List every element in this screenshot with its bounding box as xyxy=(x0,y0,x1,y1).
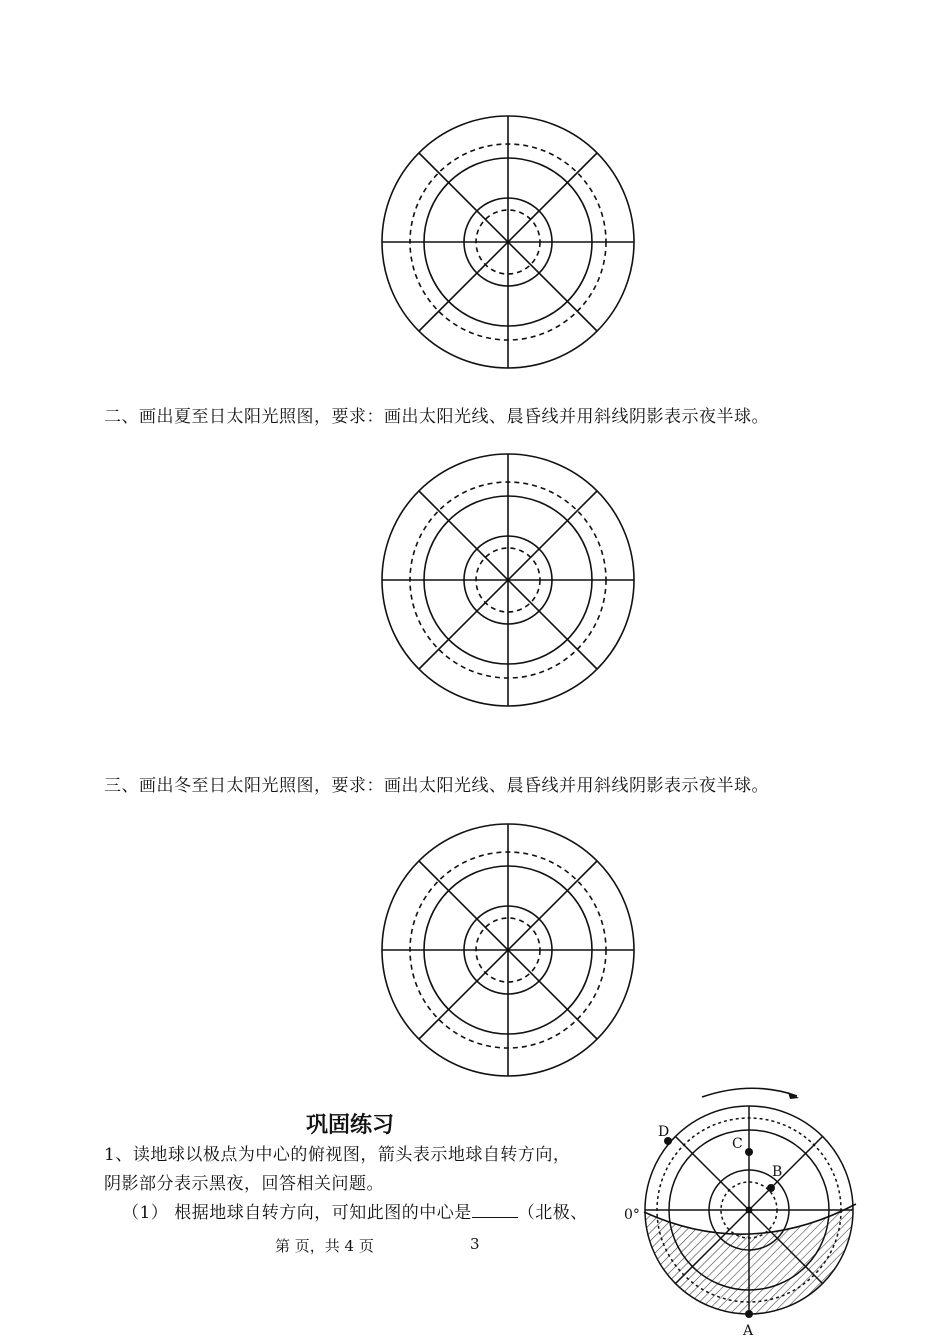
rotation-arrow xyxy=(702,1088,797,1097)
rotation-arrowhead xyxy=(788,1092,799,1099)
point-center xyxy=(746,1207,753,1214)
point-c xyxy=(745,1148,753,1156)
question-1-line-1: 1、读地球以极点为中心的俯视图，箭头表示地球自转方向， xyxy=(104,1145,571,1165)
sub-question-suffix: （北极、 xyxy=(517,1203,588,1223)
practice-title: 巩固练习 xyxy=(306,1113,395,1138)
point-a xyxy=(745,1310,753,1318)
blank-polar-diagram-1 xyxy=(378,114,638,372)
blank-polar-diagram-summer xyxy=(378,452,638,710)
label-zero-degree: 0° xyxy=(624,1207,640,1223)
page-number: 3 xyxy=(470,1235,480,1253)
section-2-instruction: 二、画出夏至日太阳光照图，要求：画出太阳光线、晨昏线并用斜线阴影表示夜半球。 xyxy=(104,407,769,427)
page-indicator: 第 页，共 4 页 xyxy=(275,1237,374,1255)
label-c: C xyxy=(732,1136,743,1152)
label-d: D xyxy=(658,1124,670,1140)
section-3-instruction: 三、画出冬至日太阳光照图，要求：画出太阳光线、晨昏线并用斜线阴影表示夜半球。 xyxy=(104,776,769,796)
polar-night-figure xyxy=(622,1082,867,1340)
answer-blank[interactable] xyxy=(472,1203,518,1218)
blank-polar-diagram-winter xyxy=(378,822,638,1080)
label-b: B xyxy=(772,1164,783,1180)
point-b xyxy=(767,1184,775,1192)
label-a: A xyxy=(743,1323,754,1339)
question-1-line-2: 阴影部分表示黑夜，回答相关问题。 xyxy=(104,1174,384,1194)
sub-question-prefix: （1） 根据地球自转方向，可知此图的中心是 xyxy=(122,1203,472,1223)
question-1-sub-1 xyxy=(122,1198,588,1223)
